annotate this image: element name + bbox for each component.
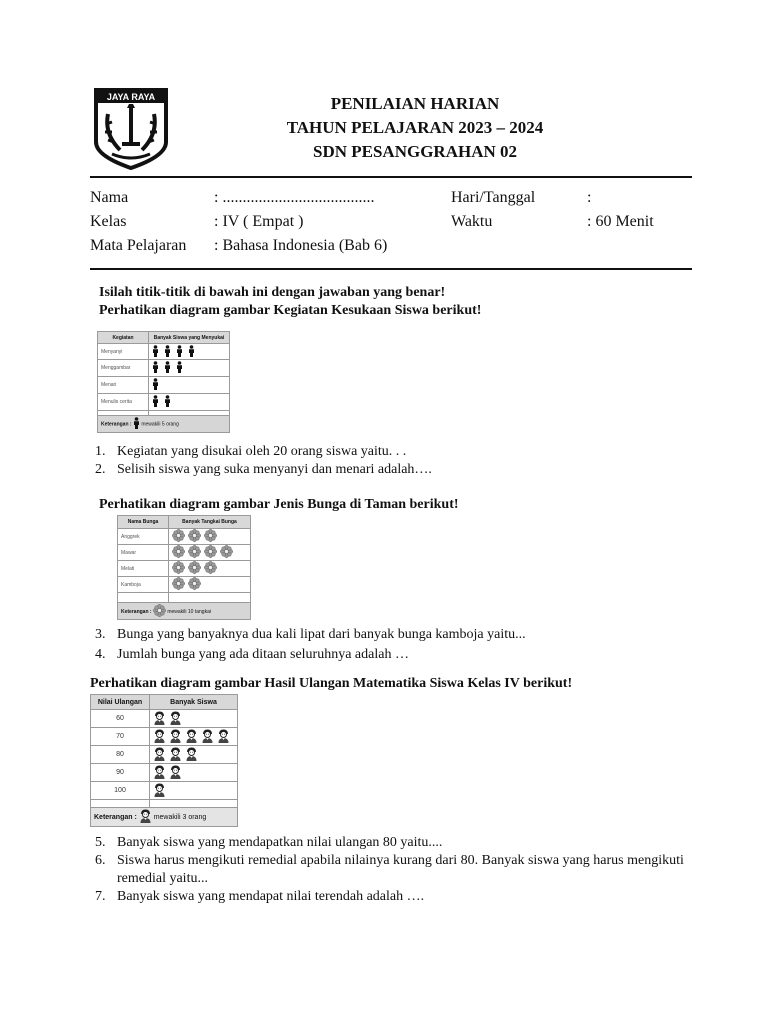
question-item: 3. Bunga yang banyaknya dua kali lipat dari banyak bunga kamboja yaitu... bbox=[95, 627, 526, 642]
icon-cell bbox=[149, 360, 230, 377]
legend-text: mewakili 10 tangkai bbox=[167, 608, 211, 615]
icon-cell bbox=[150, 710, 238, 728]
question-item: 6. Siswa harus mengikuti remedial apabila nilainya kurang dari 80. Banyak siswa yang harus mengikuti bbox=[95, 853, 684, 868]
col-header-banyak-siswa: Banyak Siswa yang Menyukai bbox=[149, 332, 230, 344]
flower-icon bbox=[172, 577, 185, 592]
info-rule bbox=[90, 268, 692, 270]
flower-icon bbox=[204, 561, 217, 576]
flower-icon bbox=[188, 577, 201, 592]
instruction-bunga: Perhatikan diagram gambar Jenis Bunga di Taman berikut! bbox=[99, 497, 459, 512]
icon-cell bbox=[169, 577, 251, 593]
header-year: TAHUN PELAJARAN 2023 – 2024 bbox=[286, 118, 544, 137]
pictograph-kegiatan bbox=[97, 331, 230, 433]
student-icon bbox=[153, 711, 166, 727]
hari-tanggal-field[interactable]: : bbox=[587, 189, 592, 206]
hari-tanggal-label: Hari/Tanggal bbox=[451, 189, 536, 206]
row-label: Menulis cerita bbox=[98, 394, 149, 411]
icon-cell bbox=[150, 728, 238, 746]
question-item: 7. Banyak siswa yang mendapat nilai terendah adalah …. bbox=[95, 889, 425, 904]
header-school: SDN PESANGGRAHAN 02 bbox=[312, 142, 518, 161]
person-icon bbox=[188, 345, 195, 359]
col-header-nama-bunga: Nama Bunga bbox=[118, 516, 169, 529]
col-header-banyak-siswa: Banyak Siswa bbox=[150, 695, 238, 710]
icon-cell bbox=[169, 545, 251, 561]
icon-cell bbox=[149, 377, 230, 394]
kelas-label: Kelas bbox=[90, 213, 127, 230]
student-icon bbox=[169, 711, 182, 727]
icon-cell bbox=[169, 561, 251, 577]
student-icon bbox=[201, 729, 214, 745]
question-item: 4. Jumlah bunga yang ada ditaan seluruhnya adalah … bbox=[95, 647, 409, 662]
question-item: 2. Selisih siswa yang suka menyanyi dan menari adalah…. bbox=[95, 462, 432, 477]
person-icon bbox=[176, 345, 183, 359]
icon-cell bbox=[150, 746, 238, 764]
header-title: PENILAIAN HARIAN bbox=[330, 94, 500, 113]
instruction-kegiatan: Perhatikan diagram gambar Kegiatan Kesukaan Siswa berikut! bbox=[99, 303, 482, 318]
row-label: Mawar bbox=[118, 545, 169, 561]
pictograph-ulangan bbox=[90, 694, 238, 827]
question-list-1 bbox=[95, 443, 695, 479]
flower-icon bbox=[188, 545, 201, 560]
flower-icon bbox=[188, 529, 201, 544]
person-icon bbox=[152, 361, 159, 375]
row-label: Menari bbox=[98, 377, 149, 394]
person-icon bbox=[152, 378, 159, 392]
person-icon bbox=[152, 345, 159, 359]
legend-label: Keterangan : bbox=[121, 608, 152, 615]
student-icon bbox=[185, 729, 198, 745]
student-icon bbox=[169, 747, 182, 763]
flower-icon bbox=[172, 545, 185, 560]
student-icon bbox=[139, 809, 152, 825]
row-label: 60 bbox=[91, 710, 150, 728]
person-icon bbox=[164, 395, 171, 409]
question-item: 5. Banyak siswa yang mendapatkan nilai ulangan 80 yaitu.... bbox=[95, 835, 443, 850]
row-label: Anggrek bbox=[118, 529, 169, 545]
student-icon bbox=[185, 747, 198, 763]
mapel-value: : Bahasa Indonesia (Bab 6) bbox=[214, 237, 388, 254]
flower-icon bbox=[153, 604, 166, 619]
instruction-ulangan: Perhatikan diagram gambar Hasil Ulangan Matematika Siswa Kelas IV berikut! bbox=[90, 676, 573, 691]
student-icon bbox=[153, 747, 166, 763]
person-icon bbox=[152, 395, 159, 409]
icon-cell bbox=[149, 344, 230, 360]
student-icon bbox=[153, 765, 166, 781]
nama-label: Nama bbox=[90, 189, 129, 206]
row-label: 70 bbox=[91, 728, 150, 746]
question-list-3 bbox=[95, 834, 695, 906]
flower-icon bbox=[172, 529, 185, 544]
student-icon bbox=[169, 729, 182, 745]
waktu-label: Waktu bbox=[451, 213, 493, 230]
mapel-label: Mata Pelajaran bbox=[90, 237, 187, 254]
legend-text: mewakili 3 orang bbox=[153, 813, 207, 821]
svg-text:JAYA RAYA: JAYA RAYA bbox=[106, 92, 156, 102]
flower-icon bbox=[204, 529, 217, 544]
kelas-value: : IV ( Empat ) bbox=[214, 213, 304, 230]
pictograph-bunga bbox=[117, 515, 251, 620]
student-icon bbox=[169, 765, 182, 781]
col-header-nilai: Nilai Ulangan bbox=[91, 695, 150, 710]
legend-text: mewakili 5 orang bbox=[141, 421, 179, 428]
question-item: remedial yaitu... bbox=[117, 871, 208, 886]
legend-label: Keterangan : bbox=[94, 813, 137, 821]
student-icon bbox=[153, 729, 166, 745]
person-icon bbox=[164, 345, 171, 359]
flower-icon bbox=[204, 545, 217, 560]
row-label: 80 bbox=[91, 746, 150, 764]
row-label: Melati bbox=[118, 561, 169, 577]
flower-icon bbox=[172, 561, 185, 576]
icon-cell bbox=[150, 764, 238, 782]
question-list-2 bbox=[95, 626, 695, 664]
col-header-banyak-tangkai: Banyak Tangkai Bunga bbox=[169, 516, 251, 529]
person-icon bbox=[133, 417, 140, 431]
icon-cell bbox=[149, 394, 230, 411]
person-icon bbox=[176, 361, 183, 375]
jaya-raya-logo bbox=[92, 84, 170, 170]
header-rule bbox=[90, 176, 692, 178]
waktu-value: : 60 Menit bbox=[587, 213, 654, 230]
col-header-kegiatan: Kegiatan bbox=[98, 332, 149, 344]
student-icon bbox=[217, 729, 230, 745]
icon-cell bbox=[169, 529, 251, 545]
nama-field[interactable]: : ...................................... bbox=[214, 189, 375, 206]
flower-icon bbox=[220, 545, 233, 560]
row-label: Menggambar bbox=[98, 360, 149, 377]
instruction-general: Isilah titik-titik di bawah ini dengan jawaban yang benar! bbox=[99, 285, 446, 300]
row-label: 90 bbox=[91, 764, 150, 782]
row-label: Kamboja bbox=[118, 577, 169, 593]
flower-icon bbox=[188, 561, 201, 576]
student-icon bbox=[153, 783, 166, 799]
row-label: Menyanyi bbox=[98, 344, 149, 360]
legend-label: Keterangan : bbox=[101, 421, 132, 428]
person-icon bbox=[164, 361, 171, 375]
question-item: 1. Kegiatan yang disukai oleh 20 orang siswa yaitu. . . bbox=[95, 444, 407, 459]
row-label: 100 bbox=[91, 782, 150, 800]
icon-cell bbox=[150, 782, 238, 800]
